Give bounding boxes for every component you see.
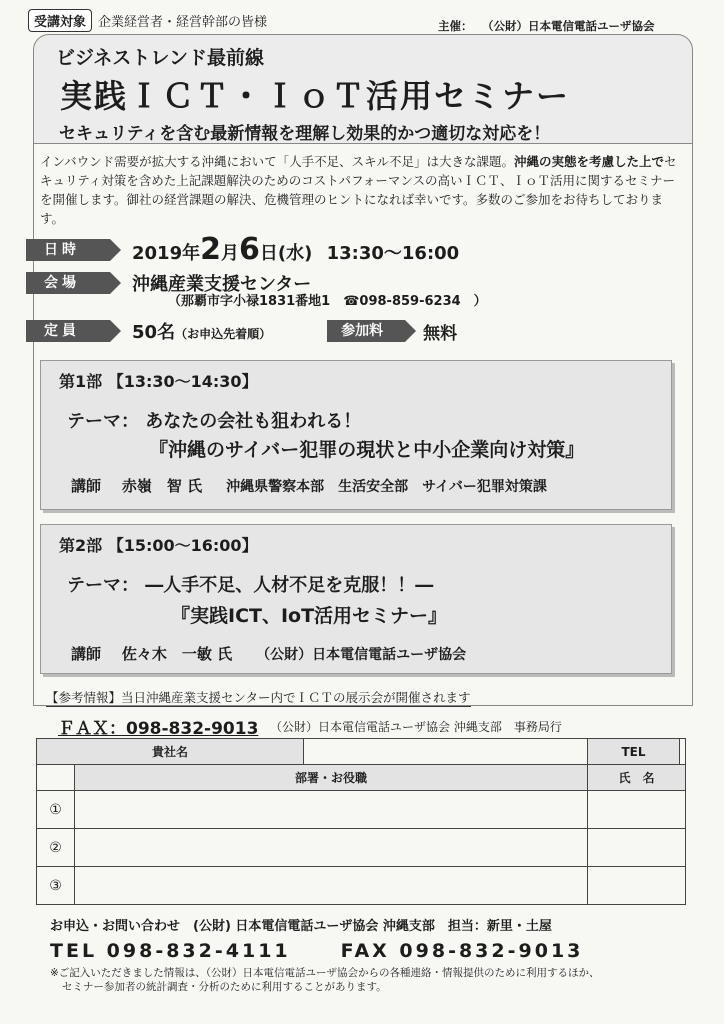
session-1-lecturer	[71, 475, 547, 496]
intro-text	[34, 152, 690, 228]
company-input[interactable]	[303, 739, 587, 765]
session-2-theme-line1: ―人手不足、人材不足を克服！！―	[145, 575, 434, 596]
contact-footer	[50, 915, 690, 994]
intro-part3: セキュリティ対策を含めた上記課題解決のためのコストパフォーマンスの高いＩＣＴ、ＩｏＴ活用に関するセミナーを開催します。御社の経営課題の解決、危機管理のヒントになれば幸いです。多数のご参加をお待ちしております。	[40, 154, 677, 226]
row-number: ③	[37, 867, 75, 905]
intro-part1: インバウンド需要が拡大する沖縄において「人手不足、スキル不足」は大きな課題。	[40, 154, 515, 169]
capacity-value	[132, 318, 271, 344]
theme-label: テーマ：	[67, 575, 139, 596]
session-1	[40, 360, 672, 510]
session-2	[40, 524, 672, 674]
fax-number: ＦＡＸ：098-832-9013	[58, 719, 259, 739]
date-month-unit: 月	[220, 243, 239, 264]
hero-title: 実践ＩＣＴ・ＩｏＴ活用セミナー	[60, 77, 571, 115]
date-year: 2019年	[132, 243, 201, 264]
tel-input[interactable]	[679, 739, 685, 765]
capacity-unit: 名	[157, 322, 176, 343]
session-2-theme	[67, 571, 433, 597]
privacy-note-line1: ※ご記入いただきました情報は、（公財）日本電信電話ユーザ協会からの各種連絡・情報提供のために利用するほか、	[50, 967, 600, 979]
contact-fax: FAX 098-832-9013	[340, 940, 584, 962]
intro-part2: 沖縄の実態を考慮した上で	[514, 154, 665, 169]
target-audience	[28, 9, 267, 32]
session-1-theme	[67, 407, 361, 433]
lecturer-name: 赤嶺 智 氏	[121, 477, 203, 495]
lecturer-label: 講師	[71, 477, 102, 495]
name-label: 氏 名	[587, 765, 685, 791]
venue-name: 沖縄産業支援センター	[132, 274, 312, 295]
target-tag: 受講対象	[28, 9, 92, 32]
organizer-value: （公財）日本電信電話ユーザ協会	[482, 19, 655, 33]
target-audience-text: 企業経営者・経営幹部の皆様	[98, 15, 268, 30]
venue-label: 会場	[26, 272, 110, 294]
date-value	[132, 232, 459, 267]
session-1-theme-line1: あなたの会社も狙われる！	[145, 411, 362, 432]
dept-input[interactable]	[75, 791, 588, 829]
date-weekday: (水)	[277, 243, 313, 264]
date-label: 日時	[26, 239, 110, 261]
fax-recipient: （公財）日本電信電話ユーザ協会 沖縄支部 事務局行	[270, 720, 562, 734]
fee-value: 無料	[423, 323, 458, 344]
session-2-head: 第2部 【15:00〜16:00】	[59, 536, 258, 555]
hero-kicker: ビジネストレンド最前線	[56, 47, 264, 69]
session-1-theme-line2: 『沖縄のサイバー犯罪の現状と中小企業向け対策』	[149, 439, 585, 461]
name-input[interactable]	[587, 829, 685, 867]
date-row	[26, 232, 459, 267]
session-2-theme-line2: 『実践ICT、IoT活用セミナー』	[171, 605, 448, 627]
privacy-note-line2: セミナー参加者の統計調査・分析のために利用することがあります。	[62, 981, 387, 993]
capacity-num: 50	[132, 322, 158, 343]
organizer-key: 主催：	[438, 19, 473, 33]
name-input[interactable]	[587, 867, 685, 905]
row-number: ②	[37, 829, 75, 867]
contact-numbers	[50, 940, 690, 962]
dept-label: 部署・お役職	[75, 765, 588, 791]
session-1-head: 第1部 【13:30〜14:30】	[59, 372, 258, 391]
lecturer-position: （公財）日本電信電話ユーザ協会	[256, 647, 467, 663]
theme-label: テーマ：	[67, 411, 139, 432]
capacity-row	[26, 318, 457, 344]
lecturer-position: 沖縄県警察本部 生活安全部 サイバー犯罪対策課	[226, 479, 547, 495]
dept-input[interactable]	[75, 867, 588, 905]
date-month: 2	[200, 232, 221, 267]
lecturer-name: 佐々木 一敏 氏	[121, 645, 233, 663]
fee-label: 参加料	[327, 320, 405, 342]
dept-input[interactable]	[75, 829, 588, 867]
contact-line: お申込・お問い合わせ (公財) 日本電信電話ユーザ協会 沖縄支部 担当：新里・土屋	[50, 919, 552, 934]
company-label: 貴社名	[37, 739, 304, 765]
row-number: ①	[37, 791, 75, 829]
name-input[interactable]	[587, 791, 685, 829]
privacy-note	[50, 966, 690, 994]
hero-banner	[33, 34, 693, 144]
hero-subtitle: セキュリティを含む最新情報を理解し効果的かつ適切な対応を！	[59, 124, 551, 144]
date-time: 13:30〜16:00	[326, 243, 460, 264]
row-number-header	[37, 765, 75, 791]
lecturer-label: 講師	[71, 645, 102, 663]
contact-tel: TEL 098-832-4111	[50, 940, 291, 962]
tel-label: TEL	[587, 739, 679, 765]
capacity-note: （お申込先着順）	[175, 327, 272, 341]
date-day: 6	[238, 232, 260, 267]
venue-address: （那覇市字小禄1831番地1 ☎098-859-6234 ）	[168, 294, 487, 309]
session-2-lecturer	[71, 643, 466, 664]
application-form	[36, 738, 686, 905]
reference-info: 【参考情報】当日沖縄産業支援センター内でＩＣＴの展示会が開催されます	[46, 690, 471, 705]
capacity-label: 定員	[26, 320, 110, 342]
date-day-unit: 日	[259, 243, 278, 264]
